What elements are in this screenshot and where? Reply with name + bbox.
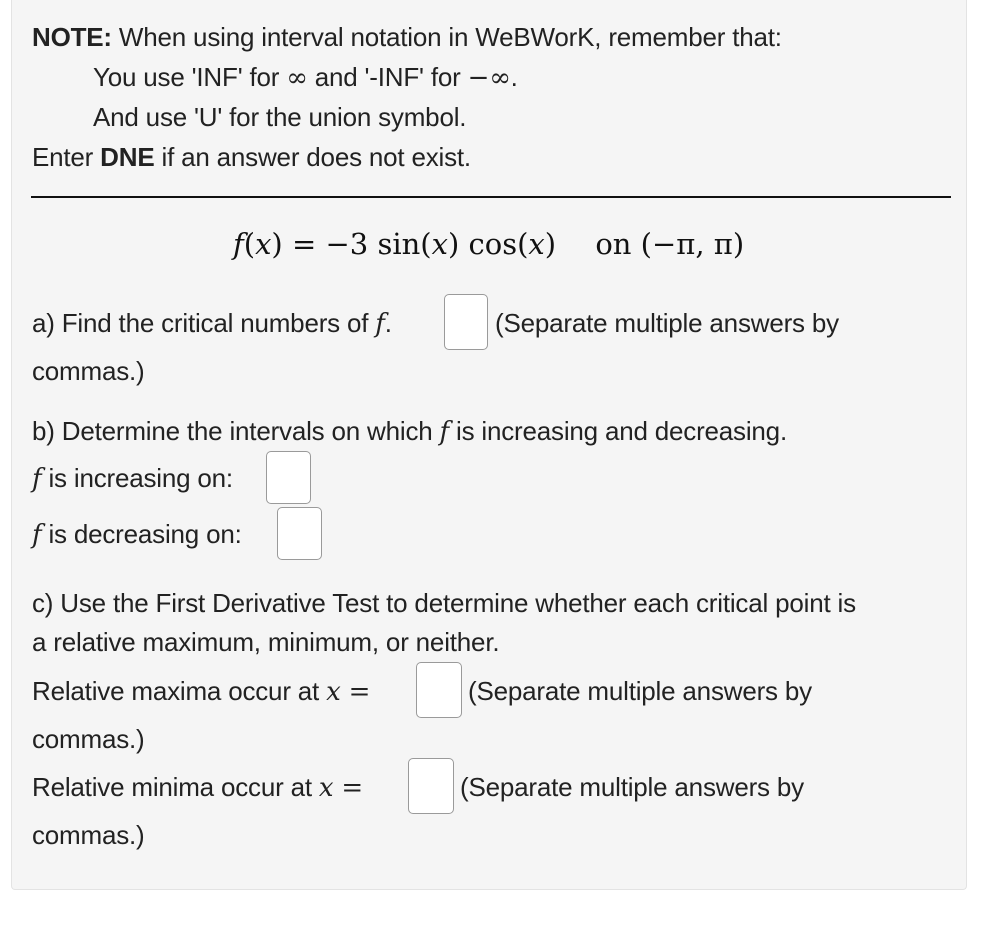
- note-inf-text: You use 'INF' for: [93, 62, 287, 92]
- func-x1: x: [431, 227, 448, 261]
- dne-post: if an answer does not exist.: [154, 142, 471, 172]
- minima-x: x: [318, 773, 334, 803]
- func-x2: x: [528, 227, 545, 261]
- func-name: f: [233, 227, 244, 261]
- critical-numbers-input[interactable]: [444, 294, 488, 350]
- part-a-prompt: [32, 308, 392, 339]
- function-definition: f(x) = −3 sin(x) cos(x) on (−π, π): [233, 227, 745, 261]
- domain-on: on: [595, 227, 632, 261]
- func-mid: ) cos(: [447, 227, 529, 261]
- dne-pre: Enter: [32, 142, 101, 172]
- note-line-1: [32, 22, 782, 52]
- part-a-hint-cont: commas.): [32, 356, 145, 386]
- increasing-label: [32, 463, 233, 494]
- domain-interval: (−π, π): [640, 227, 745, 261]
- divider: [31, 196, 951, 198]
- note-label: NOTE:: [32, 22, 112, 52]
- increasing-text: is increasing on:: [41, 463, 233, 493]
- neg-infinity-symbol: −∞: [467, 63, 511, 93]
- func-arg-x: x: [255, 227, 272, 261]
- increasing-interval-input[interactable]: [266, 451, 311, 504]
- part-a-text: a) Find the critical numbers of: [32, 308, 376, 338]
- note-period: .: [510, 62, 518, 92]
- note-dne-line: [32, 142, 471, 172]
- decreasing-label: [32, 519, 242, 550]
- note-line-3: And use 'U' for the union symbol.: [93, 102, 467, 132]
- decreasing-f: f: [32, 520, 42, 550]
- maxima-equals: =: [340, 677, 371, 707]
- problem-panel: [11, 0, 967, 890]
- relative-minima-input[interactable]: [408, 758, 454, 814]
- part-b-f: f: [439, 417, 449, 447]
- increasing-f: f: [32, 464, 42, 494]
- maxima-label: [32, 676, 370, 707]
- minima-hint: (Separate multiple answers by: [460, 772, 804, 802]
- maxima-hint-cont: commas.): [32, 724, 145, 754]
- maxima-hint: (Separate multiple answers by: [468, 676, 812, 706]
- func-close: ): [544, 227, 557, 261]
- note-intro-text: When using interval notation in WeBWorK, remember that:: [111, 22, 782, 52]
- part-c-prompt-line-2: a relative maximum, minimum, or neither.: [32, 627, 500, 657]
- part-b-text-pre: b) Determine the intervals on which: [32, 416, 440, 446]
- func-rhs: = −3 sin(: [282, 227, 432, 261]
- note-line-2: [93, 62, 518, 93]
- part-a-period: .: [384, 308, 392, 338]
- minima-equals: =: [333, 773, 364, 803]
- relative-maxima-input[interactable]: [416, 662, 462, 718]
- part-a-hint: (Separate multiple answers by: [495, 308, 839, 338]
- part-b-text-post: is increasing and decreasing.: [448, 416, 787, 446]
- maxima-text: Relative maxima occur at: [32, 676, 327, 706]
- infinity-symbol: ∞: [286, 63, 308, 93]
- maxima-x: x: [326, 677, 341, 707]
- part-c-prompt-line-1: c) Use the First Derivative Test to determine whether each critical point is: [32, 588, 856, 618]
- part-a-f: f: [375, 309, 385, 339]
- minima-text: Relative minima occur at: [32, 772, 319, 802]
- minima-label: [32, 772, 363, 803]
- decreasing-text: is decreasing on:: [41, 519, 242, 549]
- minima-hint-cont: commas.): [32, 820, 145, 850]
- dne-keyword: DNE: [100, 142, 155, 172]
- note-neg-inf-text: and '-INF' for: [307, 62, 468, 92]
- decreasing-interval-input[interactable]: [277, 507, 322, 560]
- part-b-prompt: [32, 416, 787, 447]
